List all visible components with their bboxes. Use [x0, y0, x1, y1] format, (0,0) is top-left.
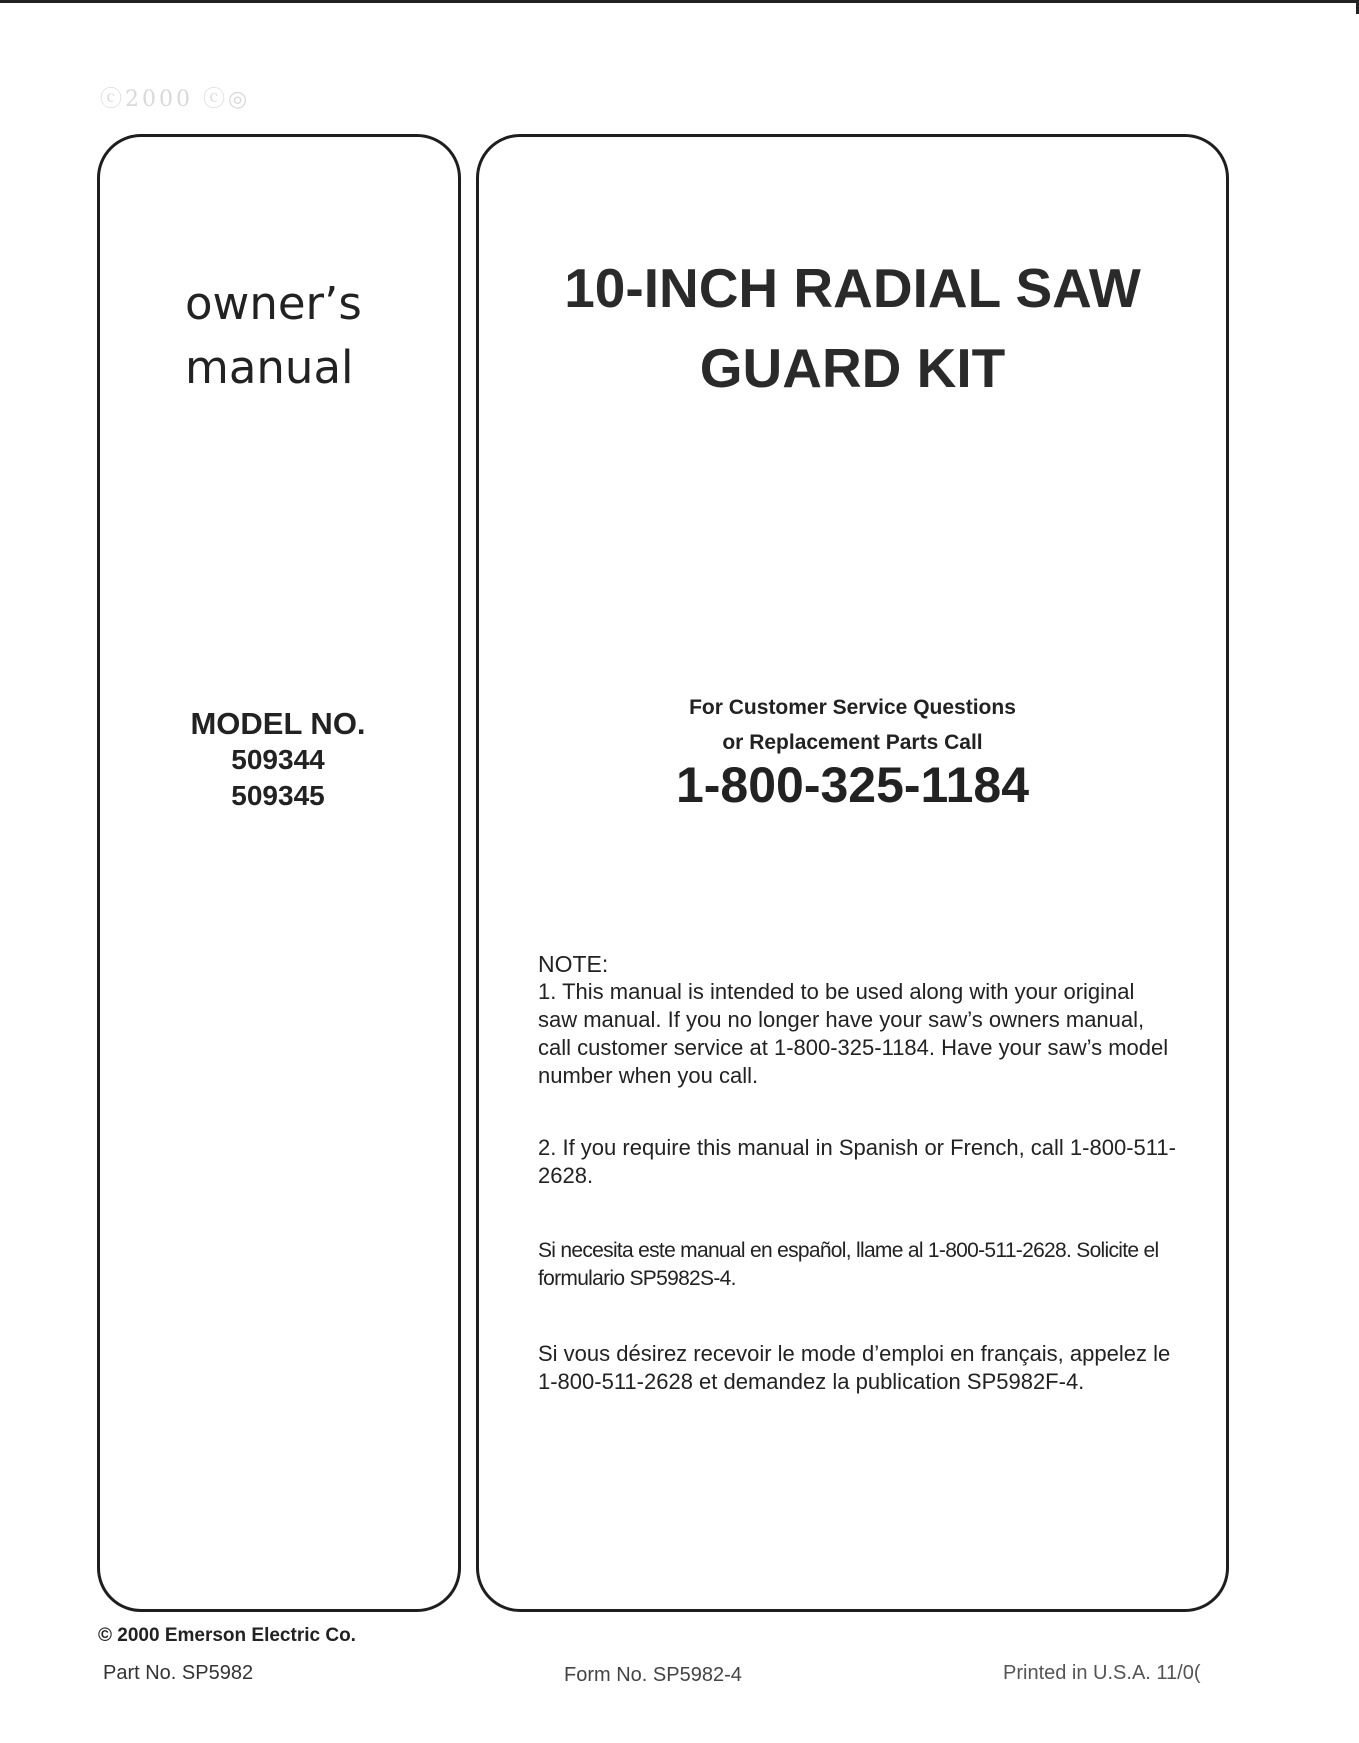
copyright: © 2000 Emerson Electric Co. — [98, 1625, 356, 1646]
french-note: Si vous désirez recevoir le mode d’emploi en français, appelez le 1-800-511-2628 et demandez la publication SP5982F-4. — [538, 1341, 1171, 1394]
product-title — [476, 248, 1229, 408]
model-label: MODEL NO. — [190, 706, 366, 741]
model-number-block — [150, 706, 406, 814]
spanish-note: Si necesita este manual en español, llame al 1-800-511-2628. Solicite el formulario SP5982S-4. — [538, 1239, 1159, 1290]
note-item-2: 2. If you require this manual in Spanish or French, call 1-800-511-2628. — [538, 1135, 1176, 1188]
owners-manual-heading — [185, 272, 362, 400]
service-line-1: For Customer Service Questions — [689, 696, 1016, 719]
title-line-2: GUARD KIT — [699, 337, 1006, 399]
service-phone-number: 1-800-325-1184 — [675, 757, 1030, 813]
note-item-1: 1. This manual is intended to be used along with your original saw manual. If you no longer have your saw’s owners manual, call customer service at 1-800-325-1184. Have your saw’s model number when you call. — [538, 979, 1169, 1088]
top-border-line — [0, 0, 1359, 3]
title-line-1: 10-INCH RADIAL SAW — [564, 257, 1141, 319]
faint-stamp: ⓒ2000 ⓒ◎ — [100, 87, 251, 112]
service-line-2: or Replacement Parts Call — [722, 731, 983, 754]
part-number: Part No. SP5982 — [103, 1662, 254, 1684]
note-section — [538, 950, 1178, 1396]
printed-info: Printed in U.S.A. 11/0( — [1003, 1662, 1201, 1684]
owners-line: owner’s — [185, 277, 362, 330]
note-label: NOTE: — [538, 951, 609, 977]
manual-line: manual — [185, 341, 354, 394]
model-number: 509344 — [231, 744, 325, 775]
model-number: 509345 — [231, 780, 325, 811]
form-number: Form No. SP5982-4 — [564, 1664, 742, 1686]
